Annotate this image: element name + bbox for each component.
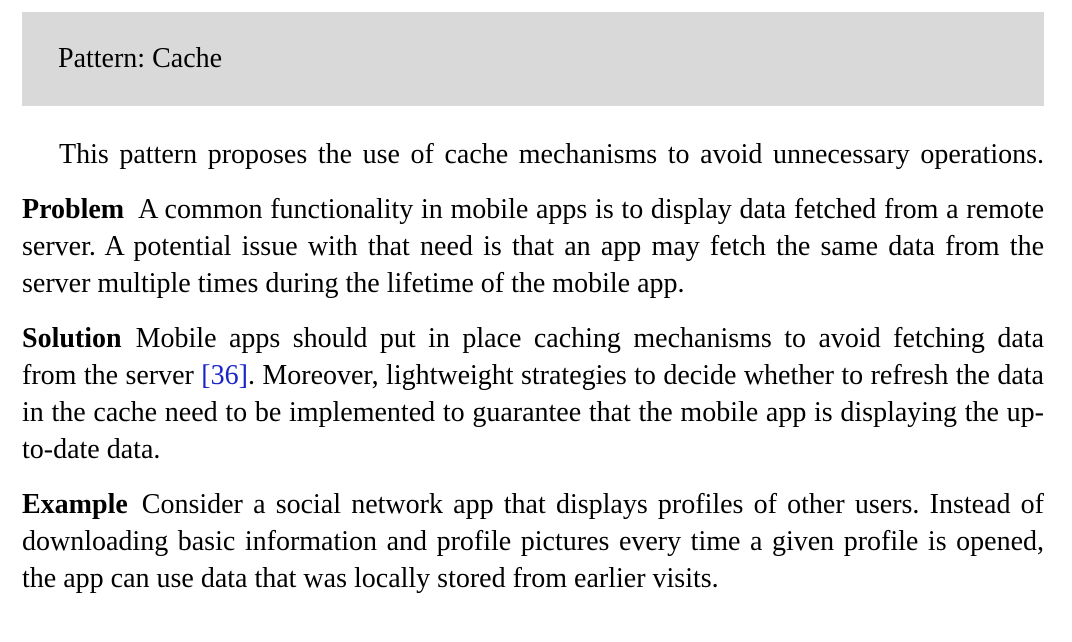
citation-link[interactable]: [36] xyxy=(201,360,248,391)
pattern-header-box xyxy=(22,12,1044,106)
pattern-title: Pattern: Cache xyxy=(58,43,223,74)
solution-heading: Solution xyxy=(22,323,122,354)
solution-text-before: Mobile apps should put in place caching mechanisms to avoid fetching data from the server xyxy=(22,323,1044,391)
example-text: Consider a social network app that displays profiles of other users. Instead of downloading basic information and profile pictures every time a given profile is opened, the app can use data that was locally stored from earlier visits. xyxy=(22,489,1044,594)
example-heading: Example xyxy=(22,489,128,520)
problem-text: A common functionality in mobile apps is to display data fetched from a remote server. A potential issue with that need is that an app may fetch the same data from the server multiple times during the lifetime of the mobile app. xyxy=(22,194,1044,299)
pattern-body xyxy=(22,136,1044,597)
problem-paragraph xyxy=(22,191,1044,302)
example-paragraph xyxy=(22,486,1044,597)
solution-text-after: . Moreover, lightweight strategies to decide whether to refresh the data in the cache need to be implemented to guarantee that the mobile app is displaying the up-to-date data. xyxy=(22,360,1044,465)
problem-heading: Problem xyxy=(22,194,125,225)
solution-paragraph xyxy=(22,320,1044,468)
intro-paragraph: This pattern proposes the use of cache mechanisms to avoid unnecessary operations. xyxy=(59,139,1044,170)
